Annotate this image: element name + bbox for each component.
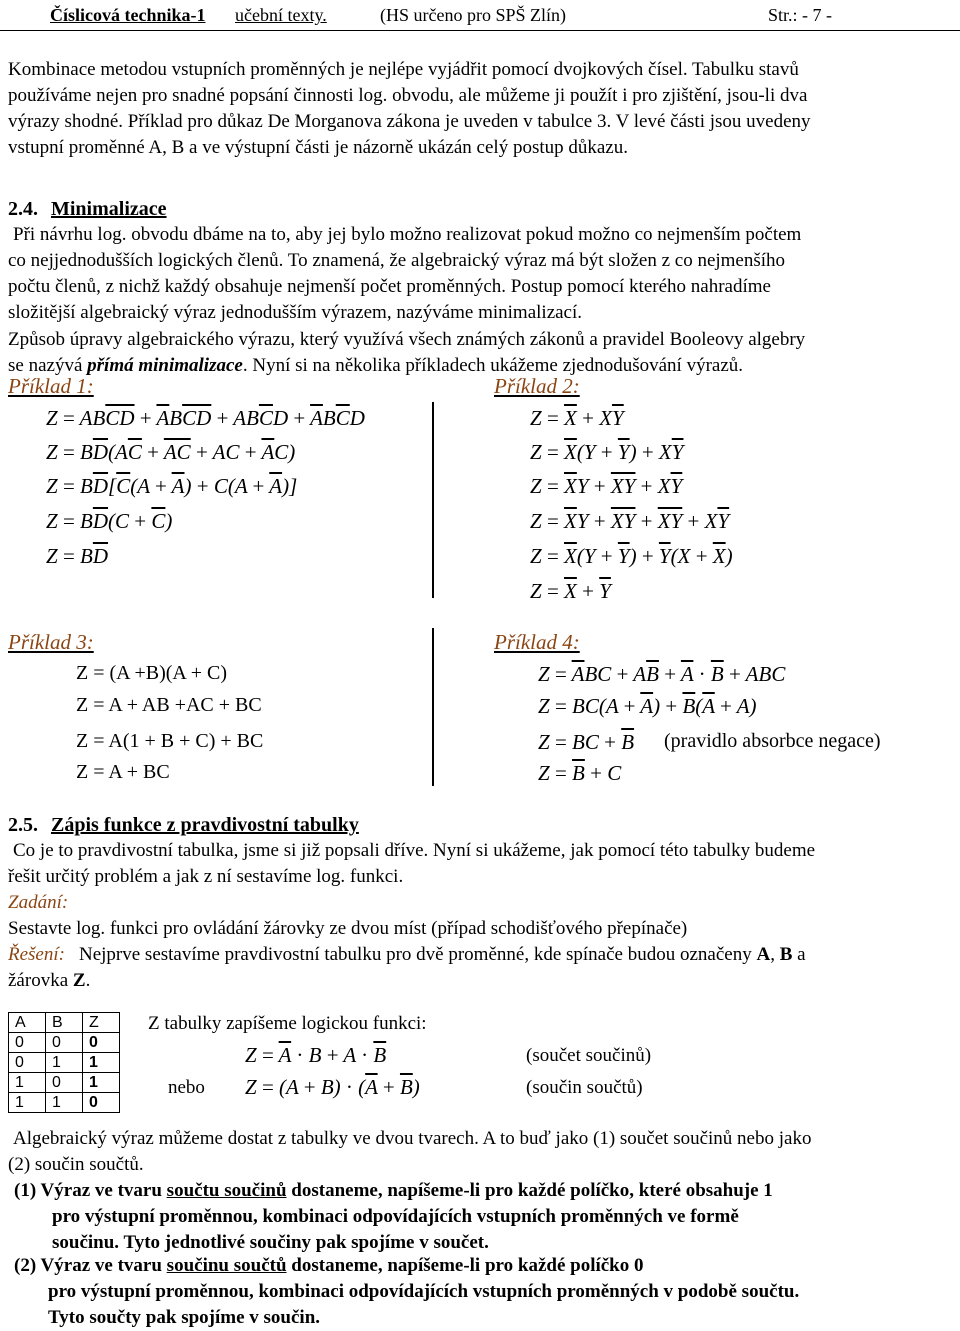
text-span: se nazývá [8,355,88,376]
intro-line: používáme nejen pro snadné popsání činnosti log. obvodu, ale můžeme ji použít i pro zjištění, jsou-li dva [8,85,808,106]
header-subtitle: učební texty. [235,5,327,25]
table-cell: 0 [9,1053,46,1073]
example-4-label: Příklad 4: [494,630,580,654]
example-1-step-1: $Z = AB\overline{CD} + \overline{A}B\overline{CD} + AB\overline{C}D + \overline{A}B\overline{C}D$ [46,406,365,430]
solution-label: Řešení: [8,944,65,965]
text-span: a [792,944,806,965]
text-span: Z [72,970,86,991]
table-row [9,1053,120,1073]
paragraph-line: Při návrhu log. obvodu dbáme na to, aby jej bylo možno realizovat pokud možno co nejmenším počtem [13,224,802,245]
rule-line: pro výstupní proměnnou, kombinaci odpovídajících vstupních proměnných v podobě součtu. [48,1281,800,1302]
paragraph-line: složitější algebraický výraz jednodušším výrazem, nazýváme minimalizací. [8,302,583,323]
table-row [9,1033,120,1053]
sum-of-products-formula: $Z = \overline{A} \cdot B + A \cdot \overline{B}$ [245,1043,387,1067]
truth-table-intro [8,838,952,994]
section-number: 2.5. [8,814,38,836]
table-cell: 0 [46,1033,83,1053]
example-1-step-4: $Z = B\overline{D}(C + \overline{C})$ [46,509,173,533]
text-span: žárovka [8,970,73,991]
column-header: A [9,1013,46,1033]
example-3-step-2: Z = A + AB +AC + BC [76,694,262,716]
section-title: Minimalizace [51,198,167,220]
example-1-result: $Z = B\overline{D}$ [46,544,109,568]
term-direct-minimization: přímá minimalizace [87,355,243,376]
text-span: . [85,970,91,991]
absorption-rule-note: (pravidlo absorbce negace) [664,730,881,752]
assignment-text: Sestavte log. funkci pro ovládání žárovky ze dvou míst (případ schodišťového přepínače) [8,918,688,939]
text-span: A [756,944,771,965]
example-1-step-3: $Z = B\overline{D}[\overline{C}(A + \overline{A}) + C(A + \overline{A})]$ [46,474,298,498]
example-2-step-3: $Z = \overline{X}Y + \overline{XY} + X\overline{Y}$ [530,474,683,498]
table-cell: 1 [9,1093,46,1113]
page-header [0,2,960,31]
intro-line: vstupní proměnné A, B a ve výstupní části je názorně ukázán celý postup důkazu. [8,137,628,158]
text-span: Nejprve sestavíme pravdivostní tabulku pro dvě proměnné, kde spínače budou označeny [78,944,757,965]
intro-line: výrazy shodné. Příklad pro důkaz De Morganova zákona je uveden v tabulce 3. V levé části jsou uvedeny [8,111,811,132]
product-of-sums-formula: $Z = (A + B) \cdot (\overline{A} + \overline{B})$ [245,1075,420,1099]
paragraph-line: počtu členů, z nichž každý obsahuje nejmenší počet proměnných. Postup pomocí kterého nahradíme [8,276,771,297]
example-3-step-3: Z = A(1 + B + C) + BC [76,730,264,752]
column-divider [432,628,434,786]
rule-2 [14,1253,958,1331]
column-header: Z [83,1013,120,1033]
solution-line [8,942,952,968]
example-2-step-2: $Z = \overline{X}(Y + \overline{Y}) + X\overline{Y}$ [530,440,684,464]
example-4-step-3: Z = BC + $\overline{B}$ [538,730,635,754]
example-3-label: Příklad 3: [8,630,94,654]
assignment-label: Zadání: [8,892,69,913]
text-span: B [779,944,793,965]
section-title: Zápis funkce z pravdivostní tabulky [51,814,359,836]
table-row [9,1093,120,1113]
table-cell: 1 [83,1073,120,1093]
intro-line: Kombinace metodou vstupních proměnných je nejlépe vyjádřit pomocí dvojkových čísel. Tabulku stavů [8,59,799,80]
table-cell: 1 [46,1053,83,1073]
formula-intro: Z tabulky zapíšeme logickou funkci: [148,1013,427,1034]
paragraph-line: Způsob úpravy algebraického výrazu, který využívá všech známých zákonů a pravidel Booleovy algebry [8,329,806,350]
truth-table [8,1012,120,1113]
text-span: , [770,944,780,965]
table-row [9,1073,120,1093]
rule-line [14,1253,958,1279]
text-span: (2) Výraz ve tvaru [14,1255,167,1276]
or-word: nebo [168,1077,205,1098]
example-3-result: Z = A + BC [76,761,170,783]
table-cell: 1 [83,1053,120,1073]
closing-paragraph [8,1126,952,1178]
text-span: (1) Výraz ve tvaru [14,1180,167,1201]
text-span: součinu součtů [166,1255,287,1276]
text-span: součtu součinů [166,1180,287,1201]
header-title: Číslicová technika-1 [50,5,206,25]
rule-1 [14,1178,958,1256]
text-span: dostaneme, napíšeme-li pro každé políčko 0 [286,1255,644,1276]
intro-paragraph [8,57,952,161]
text-span: . Nyní si na několika příkladech ukážeme zjednodušování výrazů. [242,355,744,376]
paragraph-line [8,353,952,379]
rule-line: součinu. Tyto jednotlivé součiny pak spojíme v součet. [52,1232,489,1253]
header-page-number: Str.: - 7 - [768,5,833,25]
solution-line [8,968,952,994]
paragraph-line: řešit určitý problém a jak z ní sestavíme log. funkci. [8,866,404,887]
product-of-sums-note: (součin součtů) [526,1077,643,1098]
example-2-step-5: $Z = \overline{X}(Y + \overline{Y}) + \overline{Y}(X + \overline{X})$ [530,544,733,568]
section-number: 2.4. [8,198,38,220]
minimalization-paragraph [8,222,952,379]
example-4-step-2: $Z = BC(A + \overline{A}) + \overline{B}(\overline{A} + A)$ [538,694,757,718]
example-4-result: $Z = \overline{B} + C$ [538,761,622,785]
section-heading-2-5 [8,814,359,837]
header-school: (HS určeno pro SPŠ Zlín) [380,5,566,25]
example-1-step-2: $Z = B\overline{D}(A\overline{C} + \overline{AC}$ + AC + $\overline{A}C$) [46,440,296,464]
example-3-step-1: Z = (A +B)(A + C) [76,662,228,684]
paragraph-line: Co je to pravdivostní tabulka, jsme si již popsali dříve. Nyní si ukážeme, jak pomocí této tabulky budeme [13,840,816,861]
table-cell: 1 [46,1093,83,1113]
sum-of-products-note: (součet součinů) [526,1045,652,1066]
section-heading-2-4 [8,198,167,221]
paragraph-line: (2) součin součtů. [8,1154,144,1175]
table-cell: 0 [9,1033,46,1053]
example-2-step-1: $Z = \overline{X} + X\overline{Y}$ [530,406,624,430]
example-4-step-1: $Z = \overline{A}BC + A\overline{B} + \overline{A} \cdot \overline{B}$ + ABC [538,662,786,686]
example-2-result: $Z = \overline{X} + \overline{Y}$ [530,579,611,603]
table-header-row [9,1013,120,1033]
column-divider [432,402,434,598]
text-span: dostaneme, napíšeme-li pro každé políčko, které obsahuje 1 [286,1180,773,1201]
table-cell: 0 [83,1033,120,1053]
table-cell: 0 [46,1073,83,1093]
rule-line: pro výstupní proměnnou, kombinaci odpovídajících vstupních proměnných ve formě [52,1206,739,1227]
rule-line: Tyto součty pak spojíme v součin. [48,1307,321,1328]
column-header: B [46,1013,83,1033]
paragraph-line: Algebraický výraz můžeme dostat z tabulky ve dvou tvarech. A to buď jako (1) součet součinů nebo jako [13,1128,812,1149]
example-2-label: Příklad 2: [494,374,580,398]
table-cell: 0 [83,1093,120,1113]
example-1-label: Příklad 1: [8,374,94,398]
example-2-step-4: $Z = \overline{X}Y + \overline{XY} + \overline{XY} + X\overline{Y}$ [530,509,730,533]
paragraph-line: co nejjednodušších logických členů. To znamená, že algebraický výraz má být složen z co nejmenšího [8,250,786,271]
rule-line [14,1178,958,1204]
table-cell: 1 [9,1073,46,1093]
